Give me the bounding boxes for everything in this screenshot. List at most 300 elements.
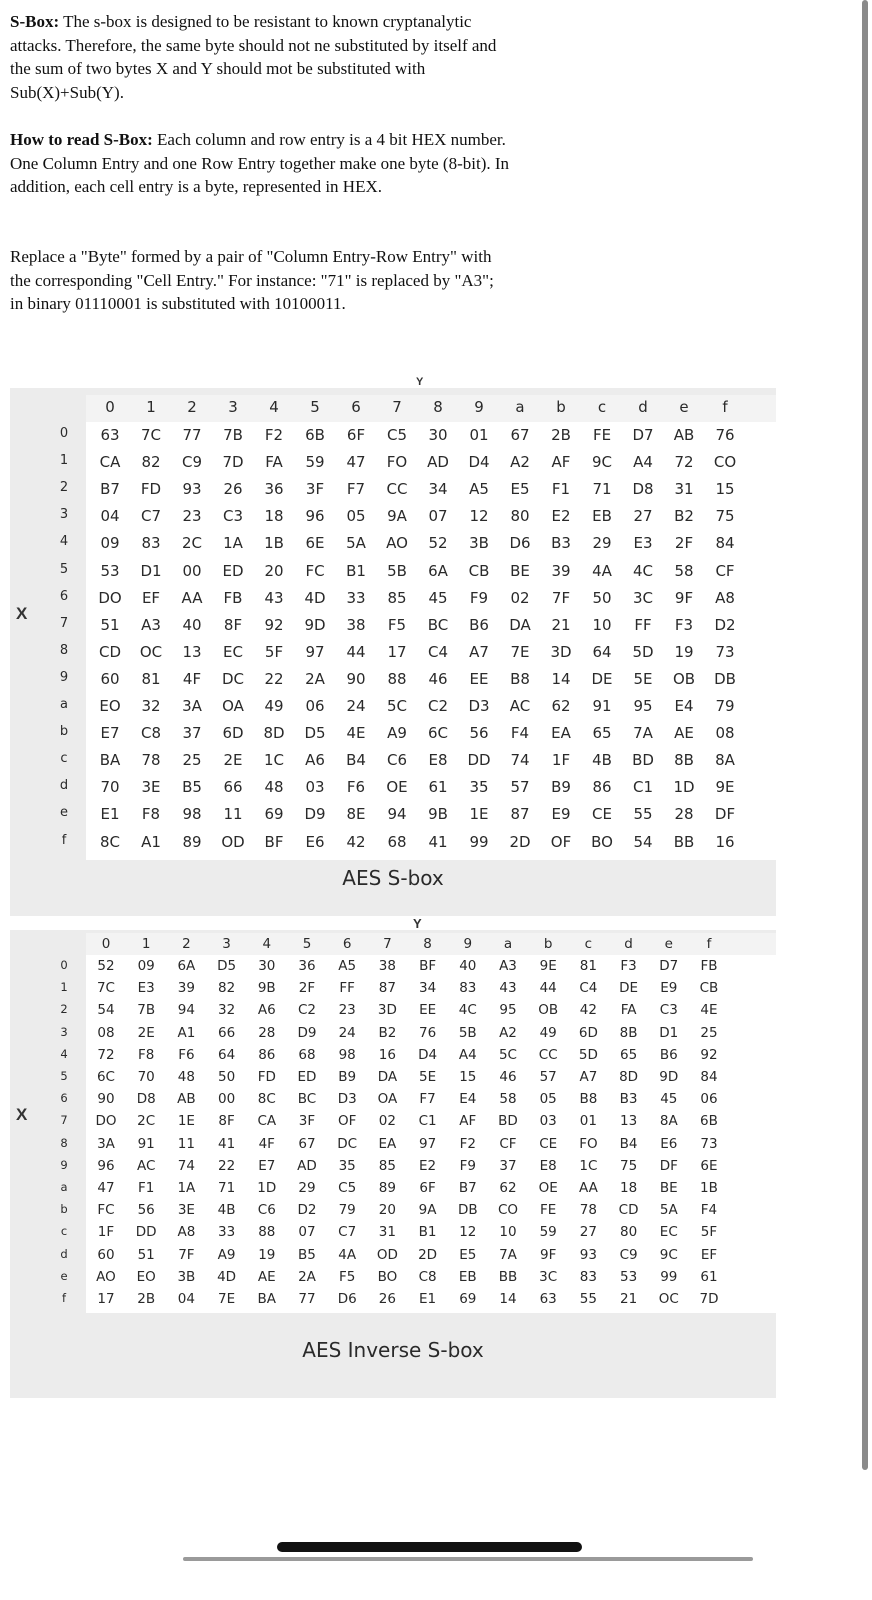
table-cell: 65: [592, 724, 612, 743]
table-cell: 17: [387, 642, 407, 661]
table-cell: EF: [700, 1246, 718, 1263]
table-cell: 87: [510, 805, 530, 824]
table-cell: 73: [715, 642, 735, 661]
column-header: a: [503, 936, 513, 952]
table-cell: FO: [386, 453, 408, 472]
table-cell: 7E: [218, 1291, 236, 1307]
table-cell: BA: [99, 751, 121, 770]
table-cell: C1: [632, 778, 654, 797]
table-cell: 17: [97, 1291, 115, 1307]
table-cell: 5E: [419, 1069, 437, 1085]
table-cell: 48: [177, 1069, 195, 1085]
table-cell: FA: [620, 1002, 637, 1019]
table-cell: 8F: [218, 1113, 235, 1130]
row-header: c: [60, 1224, 68, 1239]
column-header: 8: [423, 936, 432, 952]
table-cell: F4: [510, 724, 530, 743]
table-cell: 89: [378, 1180, 396, 1196]
table-cell: B9: [338, 1069, 357, 1085]
howto-heading: How to read S-Box:: [10, 130, 153, 149]
row-header: b: [59, 724, 69, 740]
table-cell: 9E: [715, 778, 735, 797]
column-header: 0: [101, 936, 111, 952]
table-cell: 8F: [223, 615, 243, 634]
row-header: c: [60, 751, 68, 767]
table-cell: BA: [257, 1291, 277, 1307]
table-cell: 2B: [551, 426, 571, 444]
table-cell: 6B: [700, 1113, 718, 1130]
x-axis-label: X: [16, 1105, 28, 1124]
row-header: 7: [59, 615, 69, 631]
table-cell: 58: [674, 561, 694, 580]
table-cell: 95: [499, 1002, 517, 1019]
column-header: 2: [182, 936, 191, 952]
table-cell: 40: [459, 958, 477, 974]
table-cell: A4: [633, 453, 653, 472]
table-cell: 57: [539, 1069, 557, 1085]
table-cell: 60: [97, 1246, 115, 1263]
table-cell: CO: [497, 1202, 519, 1219]
table-cell: OA: [222, 697, 244, 715]
table-cell: DF: [659, 1157, 678, 1174]
table-cell: BB: [498, 1268, 518, 1285]
table-cell: CB: [699, 980, 719, 997]
sbox-heading: S-Box:: [10, 12, 60, 31]
table-cell: BE: [510, 561, 530, 580]
table-cell: 81: [579, 958, 597, 974]
table-cell: 08: [97, 1024, 115, 1041]
table-cell: 1A: [177, 1180, 196, 1196]
table-cell: 06: [700, 1091, 718, 1108]
table-cell: 8B: [674, 751, 694, 770]
table-cell: 47: [97, 1180, 115, 1196]
table-cell: 35: [469, 778, 489, 797]
table-cell: 96: [97, 1157, 115, 1174]
table-cell: 66: [218, 1024, 236, 1041]
table-cell: EB: [592, 507, 612, 526]
table-cell: 86: [258, 1046, 276, 1063]
table-cell: 4C: [632, 561, 654, 580]
table-cell: AO: [96, 1268, 116, 1285]
table-cell: A3: [141, 615, 161, 634]
column-header: 5: [310, 398, 320, 416]
table-cell: AE: [257, 1268, 276, 1285]
table-cell: 45: [428, 588, 448, 607]
table-cell: F7: [419, 1091, 436, 1108]
column-header: 2: [187, 398, 197, 416]
scrollbar[interactable]: [862, 0, 868, 1470]
table-cell: 36: [264, 480, 284, 499]
table-cell: 5F: [700, 1224, 718, 1241]
table-cell: 4F: [258, 1135, 275, 1152]
table-cell: 8B: [619, 1024, 638, 1041]
table-cell: 22: [264, 669, 284, 688]
table-cell: 9B: [257, 980, 276, 997]
table-cell: OF: [337, 1113, 357, 1130]
table-cell: 05: [539, 1091, 557, 1108]
table-cell: 7D: [222, 453, 244, 472]
column-header: 0: [105, 398, 115, 416]
table-cell: 3B: [469, 534, 489, 553]
table-cell: BO: [591, 832, 613, 851]
table-cell: 05: [346, 507, 366, 526]
table-cell: DB: [457, 1202, 478, 1219]
table-caption: AES Inverse S-box: [302, 1338, 484, 1362]
table-cell: A2: [510, 453, 530, 472]
table-cell: 3D: [550, 642, 572, 661]
table-cell: D8: [136, 1091, 156, 1108]
table-cell: 1C: [263, 751, 285, 770]
table-cell: 85: [387, 588, 407, 607]
table-cell: 2E: [223, 751, 243, 770]
table-cell: BC: [297, 1091, 317, 1108]
table-cell: 69: [459, 1291, 477, 1307]
table-cell: 5C: [498, 1046, 517, 1063]
aes-sbox-table: [10, 376, 776, 916]
table-cell: FF: [634, 615, 652, 634]
table-cell: C4: [579, 980, 598, 997]
table-cell: 7B: [137, 1002, 156, 1019]
table-cell: 74: [510, 751, 530, 770]
table-cell: 7A: [633, 724, 653, 743]
table-cell: 59: [305, 453, 325, 472]
table-cell: 60: [100, 669, 120, 688]
table-cell: C6: [257, 1202, 276, 1219]
table-cell: 5A: [659, 1202, 678, 1219]
column-header: 3: [222, 936, 231, 952]
column-header: 8: [433, 398, 443, 416]
table-cell: A4: [458, 1046, 477, 1063]
table-cell: 36: [298, 958, 316, 974]
table-cell: 4E: [700, 1002, 718, 1019]
table-cell: CF: [499, 1135, 517, 1152]
table-cell: 2B: [137, 1291, 156, 1307]
table-cell: 89: [182, 832, 202, 851]
table-caption: AES S-box: [342, 866, 444, 890]
table-cell: 97: [305, 642, 325, 661]
table-cell: 10: [592, 615, 612, 634]
table-cell: E5: [459, 1246, 477, 1263]
table-cell: B3: [619, 1091, 638, 1108]
table-cell: 1C: [579, 1157, 598, 1174]
table-cell: F5: [339, 1268, 356, 1285]
table-cell: 62: [499, 1180, 517, 1196]
table-cell: CD: [618, 1202, 639, 1219]
column-header: 3: [228, 398, 238, 416]
aes-inverse-sbox-table: [10, 916, 776, 1398]
table-cell: B5: [182, 778, 202, 797]
table-cell: E8: [539, 1157, 557, 1174]
table-cell: 98: [182, 805, 202, 824]
table-cell: 30: [428, 426, 448, 444]
table-cell: 8C: [99, 832, 121, 851]
table-cell: B6: [469, 615, 489, 634]
table-cell: 67: [298, 1135, 316, 1152]
table-cell: D1: [659, 1024, 679, 1041]
table-cell: 66: [223, 778, 243, 797]
table-cell: 71: [218, 1180, 236, 1196]
table-cell: F6: [178, 1046, 195, 1063]
table-cell: 07: [428, 507, 448, 526]
table-cell: 25: [700, 1024, 718, 1041]
row-header: d: [60, 1246, 68, 1261]
table-cell: 50: [592, 588, 612, 607]
row-header: 4: [59, 534, 69, 550]
table-cell: 97: [419, 1135, 437, 1152]
table-cell: 28: [674, 805, 694, 824]
table-cell: 8A: [715, 751, 735, 770]
table-cell: OD: [221, 832, 245, 851]
table-cell: CO: [713, 453, 737, 472]
table-cell: 48: [264, 778, 284, 797]
table-cell: AA: [578, 1180, 598, 1196]
table-cell: CB: [468, 561, 490, 580]
table-cell: 3E: [177, 1202, 195, 1219]
table-cell: 13: [620, 1113, 638, 1130]
table-cell: 49: [539, 1024, 557, 1041]
row-header: 2: [59, 480, 69, 496]
table-cell: FD: [140, 480, 162, 499]
table-cell: 7B: [223, 426, 243, 444]
table-cell: CF: [715, 561, 735, 580]
table-cell: E7: [258, 1157, 276, 1174]
table-cell: 50: [218, 1069, 236, 1085]
row-header: 5: [59, 561, 69, 577]
table-cell: A8: [715, 588, 735, 607]
table-cell: 54: [633, 832, 653, 851]
table-cell: FE: [540, 1202, 557, 1219]
table-cell: A2: [499, 1024, 517, 1041]
row-header: 3: [59, 507, 69, 523]
table-cell: 7F: [178, 1246, 195, 1263]
column-header: a: [515, 398, 525, 416]
y-axis-label: Y: [413, 916, 422, 931]
table-cell: D7: [632, 426, 654, 444]
table-cell: FE: [592, 426, 612, 444]
table-cell: FB: [223, 588, 243, 607]
table-cell: OE: [386, 778, 408, 797]
table-cell: 7D: [699, 1291, 719, 1307]
table-cell: 3C: [539, 1268, 558, 1285]
table-cell: 42: [346, 832, 366, 851]
table-cell: 9A: [387, 507, 407, 526]
table-cell: 79: [338, 1202, 356, 1219]
x-axis-label: X: [16, 604, 28, 623]
table-cell: 5D: [632, 642, 654, 661]
table-cell: AD: [297, 1157, 317, 1174]
table-cell: 57: [510, 778, 530, 797]
table-cell: EO: [99, 697, 121, 715]
table-cell: DF: [714, 805, 736, 824]
column-header: c: [584, 936, 593, 952]
table-cell: 55: [633, 805, 653, 824]
table-cell: 64: [592, 642, 612, 661]
table-cell: 70: [137, 1069, 155, 1085]
table-cell: 6A: [428, 561, 448, 580]
table-cell: 41: [218, 1135, 236, 1152]
table-cell: 5B: [387, 561, 407, 580]
table-cell: 18: [620, 1180, 638, 1196]
table-cell: D2: [297, 1202, 317, 1219]
column-header: f: [706, 936, 712, 952]
table-cell: 73: [700, 1135, 718, 1152]
column-header: 9: [463, 936, 473, 952]
table-cell: 58: [499, 1091, 517, 1108]
column-header: 1: [146, 398, 156, 416]
table-cell: A9: [217, 1246, 236, 1263]
table-cell: 52: [97, 958, 115, 974]
column-header: 7: [392, 398, 402, 416]
howto-description: [10, 128, 510, 199]
table-cell: E4: [674, 697, 694, 715]
table-cell: 94: [387, 805, 407, 824]
table-cell: C3: [222, 507, 244, 526]
table-cell: 90: [97, 1091, 115, 1108]
table-cell: E2: [551, 507, 571, 526]
table-cell: 72: [97, 1046, 115, 1063]
howto-text: Each column and row entry is a 4 bit HEX number. One Column Entry and one Row Entry together make one byte (8-bit). In addition, each cell entry is a byte, represented in HEX.: [10, 130, 510, 196]
table-cell: C7: [338, 1224, 357, 1241]
row-header: 9: [60, 1157, 68, 1172]
table-cell: C7: [140, 507, 162, 526]
table-cell: EB: [458, 1268, 477, 1285]
table-cell: 2C: [181, 534, 203, 553]
table-cell: DD: [135, 1224, 157, 1241]
table-cell: 6C: [96, 1069, 115, 1085]
table-cell: AF: [551, 453, 571, 472]
table-cell: F1: [551, 480, 571, 499]
table-cell: 08: [715, 724, 735, 743]
table-cell: 43: [499, 980, 517, 997]
table-cell: 51: [137, 1246, 155, 1263]
table-cell: BF: [264, 832, 284, 851]
table-cell: 63: [100, 426, 120, 444]
table-cell: 38: [378, 958, 396, 974]
table-cell: 07: [298, 1224, 316, 1241]
table-cell: 93: [579, 1246, 597, 1263]
table-cell: 76: [715, 426, 735, 444]
table-cell: DE: [591, 669, 613, 688]
table-cell: A1: [141, 832, 161, 851]
table-cell: AC: [136, 1157, 156, 1174]
table-cell: CE: [539, 1135, 558, 1152]
table-cell: E7: [100, 724, 120, 743]
y-axis-label: Y: [416, 376, 424, 388]
table-cell: 03: [305, 778, 325, 797]
table-cell: EE: [419, 1002, 437, 1019]
table-cell: 5D: [578, 1046, 598, 1063]
table-cell: 15: [715, 480, 735, 499]
table-cell: 81: [141, 669, 161, 688]
row-header: e: [60, 1268, 68, 1283]
row-header: 2: [60, 1002, 68, 1017]
table-cell: 92: [264, 615, 284, 634]
table-cell: 9A: [418, 1202, 437, 1219]
table-cell: 39: [551, 561, 571, 580]
table-cell: 37: [499, 1157, 517, 1174]
table-cell: E3: [137, 980, 155, 997]
table-cell: 00: [218, 1091, 236, 1108]
row-header: 6: [59, 588, 69, 604]
table-cell: D7: [659, 958, 679, 974]
table-cell: 18: [264, 507, 284, 526]
table-cell: B8: [510, 669, 530, 688]
table-cell: BO: [377, 1268, 398, 1285]
table-cell: 1F: [97, 1224, 115, 1241]
table-cell: OC: [139, 642, 163, 661]
replace-description: [10, 245, 510, 316]
table-cell: 6E: [305, 534, 325, 553]
table-cell: 6F: [346, 426, 366, 444]
table-cell: 6B: [305, 426, 325, 444]
table-cell: 14: [551, 669, 571, 688]
table-cell: 01: [469, 426, 489, 444]
table-cell: 9D: [659, 1069, 679, 1085]
table-cell: OE: [538, 1180, 558, 1196]
sbox-description: [10, 10, 510, 104]
table-cell: 2F: [674, 534, 694, 553]
table-cell: 06: [305, 697, 325, 715]
table-cell: 5A: [346, 534, 366, 553]
table-cell: F6: [346, 778, 366, 797]
table-cell: 8D: [263, 724, 285, 743]
table-cell: 82: [141, 453, 161, 472]
table-cell: 88: [387, 669, 407, 688]
table-cell: B4: [346, 751, 366, 770]
table-cell: 76: [419, 1024, 437, 1041]
table-cell: DC: [221, 669, 245, 688]
column-header: 6: [351, 398, 361, 416]
table-cell: BE: [659, 1180, 678, 1196]
table-cell: B4: [619, 1135, 638, 1152]
table-cell: 61: [428, 778, 448, 797]
table-cell: 1D: [257, 1180, 277, 1196]
table-cell: EO: [136, 1268, 156, 1285]
table-cell: 2C: [137, 1113, 156, 1130]
home-indicator[interactable]: [277, 1542, 582, 1552]
table-cell: 49: [264, 697, 284, 715]
table-cell: 1A: [223, 534, 243, 553]
table-cell: D3: [337, 1091, 357, 1108]
table-cell: DA: [509, 615, 531, 634]
table-cell: 46: [499, 1069, 517, 1085]
table-cell: AC: [509, 697, 531, 715]
table-cell: 6D: [222, 724, 244, 743]
table-cell: EC: [223, 642, 243, 661]
table-cell: B2: [674, 507, 694, 526]
table-cell: 4D: [217, 1268, 237, 1285]
table-cell: ED: [222, 561, 244, 580]
table-cell: B1: [346, 561, 366, 580]
table-cell: A8: [177, 1224, 196, 1241]
table-cell: 5C: [386, 697, 408, 715]
table-cell: D6: [509, 534, 531, 553]
table-cell: DB: [714, 669, 736, 688]
table-cell: D9: [304, 805, 326, 824]
table-cell: 38: [346, 615, 366, 634]
row-header: a: [60, 697, 68, 712]
table-cell: 27: [633, 507, 653, 526]
table-cell: 41: [428, 832, 448, 851]
table-cell: 62: [551, 697, 571, 715]
table-cell: 83: [579, 1268, 597, 1285]
table-cell: C9: [619, 1246, 638, 1263]
table-cell: 6C: [427, 724, 449, 743]
table-cell: B2: [378, 1024, 397, 1041]
table-cell: 9F: [540, 1246, 557, 1263]
table-cell: F2: [459, 1135, 476, 1152]
table-cell: 99: [660, 1268, 678, 1285]
